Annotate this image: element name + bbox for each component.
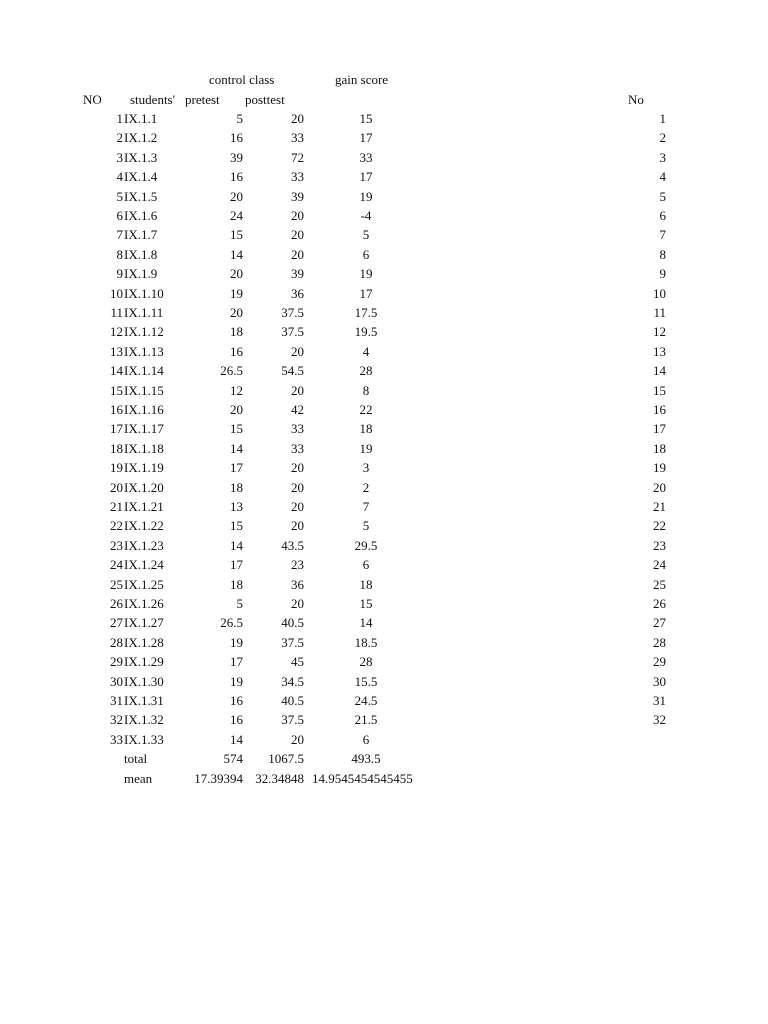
gain-score: 19 <box>359 266 373 282</box>
student-id: IX.1.27 <box>124 615 164 631</box>
gain-score: 17.5 <box>354 305 378 320</box>
gain-score: 3 <box>362 460 370 476</box>
row-number: 33 <box>110 731 123 747</box>
gain-score: 17 <box>359 130 373 146</box>
right-number: 4 <box>659 169 666 185</box>
pretest-score: 16 <box>230 712 243 728</box>
row-number: 3 <box>116 149 123 165</box>
posttest-score: 36 <box>291 285 304 301</box>
row-number: 17 <box>110 421 123 437</box>
row-number: 28 <box>110 634 123 650</box>
gain-score: 19 <box>359 440 373 456</box>
pretest-score: 26.5 <box>220 363 243 379</box>
right-number: 22 <box>653 518 666 534</box>
gain-score: 21.5 <box>354 712 378 728</box>
gain-score: 28 <box>359 654 373 670</box>
row-number: 31 <box>110 693 123 708</box>
summary-label: total <box>124 751 148 767</box>
right-number: 10 <box>653 285 666 301</box>
row-number: 27 <box>110 615 123 631</box>
row-number: 29 <box>110 654 123 670</box>
summary-pretest: 574 <box>223 751 243 767</box>
posttest-score: 42 <box>291 402 304 417</box>
posttest-score: 20 <box>291 246 304 262</box>
student-id: IX.1.1 <box>124 111 158 126</box>
right-number: 3 <box>659 149 666 165</box>
student-id: IX.1.16 <box>124 402 164 417</box>
right-number: 17 <box>653 421 666 437</box>
row-number: 6 <box>116 208 123 223</box>
row-number: 11 <box>110 305 123 320</box>
student-id: IX.1.19 <box>124 460 164 476</box>
row-number: 16 <box>110 402 123 417</box>
row-number: 9 <box>116 266 123 282</box>
student-id: IX.1.20 <box>124 479 164 495</box>
gain-score: 33 <box>359 149 373 165</box>
group-header: control class <box>209 72 275 87</box>
student-id: IX.1.9 <box>124 266 158 282</box>
right-number: 5 <box>659 188 666 204</box>
summary-label: mean <box>124 770 153 786</box>
gain-score: 5 <box>362 518 370 534</box>
pretest-score: 18 <box>230 576 243 592</box>
gain-score: 8 <box>362 382 370 398</box>
posttest-score: 33 <box>291 421 304 437</box>
student-id: IX.1.2 <box>124 130 158 146</box>
pretest-score: 24 <box>230 208 243 223</box>
gain-score: 19 <box>359 188 373 204</box>
row-number: 20 <box>110 479 123 495</box>
posttest-score: 20 <box>291 518 304 534</box>
posttest-score: 20 <box>291 731 304 747</box>
right-number: 25 <box>653 576 666 592</box>
student-id: IX.1.23 <box>124 537 164 553</box>
student-id: IX.1.31 <box>124 693 164 708</box>
pretest-score: 16 <box>230 130 243 146</box>
posttest-score: 39 <box>291 188 304 204</box>
pretest-score: 13 <box>230 499 243 514</box>
student-id: IX.1.5 <box>124 188 158 204</box>
pretest-score: 15 <box>230 227 243 243</box>
gain-score: 18.5 <box>354 634 378 650</box>
student-id: IX.1.30 <box>124 673 164 689</box>
posttest-header: posttest <box>245 92 285 107</box>
row-number: 14 <box>110 363 123 379</box>
row-number: 2 <box>116 130 123 146</box>
gain-score: 17 <box>359 285 373 301</box>
right-number: 16 <box>653 402 666 417</box>
student-id: IX.1.25 <box>124 576 164 592</box>
summary-posttest: 1067.5 <box>268 751 304 767</box>
posttest-score: 45 <box>291 654 304 670</box>
pretest-score: 16 <box>230 693 243 708</box>
student-id: IX.1.10 <box>124 285 164 301</box>
right-number: 2 <box>659 130 666 146</box>
student-id: IX.1.6 <box>124 208 158 223</box>
student-id: IX.1.15 <box>124 382 164 398</box>
student-id: IX.1.24 <box>124 557 164 573</box>
posttest-score: 36 <box>291 576 304 592</box>
posttest-score: 54.5 <box>281 363 304 379</box>
row-number: 19 <box>110 460 123 476</box>
student-id: IX.1.22 <box>124 518 164 534</box>
gain-score: 2 <box>362 479 370 495</box>
no-header: NO <box>83 92 102 107</box>
summary-posttest: 32.34848 <box>255 770 304 786</box>
gain-score: 18 <box>359 421 373 437</box>
student-id: IX.1.32 <box>124 712 164 728</box>
posttest-score: 37.5 <box>281 712 304 728</box>
row-number: 8 <box>116 246 123 262</box>
student-id: IX.1.8 <box>124 246 158 262</box>
student-id: IX.1.33 <box>124 731 164 747</box>
row-number: 25 <box>110 576 123 592</box>
summary-gain: 493.5 <box>351 751 381 767</box>
right-number: 14 <box>653 363 666 379</box>
pretest-score: 14 <box>230 731 243 747</box>
posttest-score: 37.5 <box>281 324 304 340</box>
pretest-score: 20 <box>230 188 243 204</box>
posttest-score: 37.5 <box>281 634 304 650</box>
posttest-score: 20 <box>291 382 304 398</box>
right-number: 11 <box>653 305 666 320</box>
gain-score: 5 <box>362 227 370 243</box>
right-number: 13 <box>653 343 666 359</box>
right-number: 8 <box>659 246 666 262</box>
pretest-score: 14 <box>230 440 243 456</box>
student-id: IX.1.12 <box>124 324 164 340</box>
row-number: 7 <box>116 227 123 243</box>
row-number: 1 <box>116 111 123 126</box>
student-id: IX.1.28 <box>124 634 164 650</box>
pretest-score: 19 <box>230 285 243 301</box>
row-number: 26 <box>110 596 123 611</box>
right-number: 21 <box>653 499 666 514</box>
right-number: 19 <box>653 460 666 476</box>
right-number: 6 <box>659 208 666 223</box>
pretest-score: 20 <box>230 266 243 282</box>
posttest-score: 72 <box>291 149 304 165</box>
right-number: 30 <box>653 673 666 689</box>
posttest-score: 20 <box>291 499 304 514</box>
right-number: 9 <box>659 266 666 282</box>
pretest-score: 14 <box>230 537 243 553</box>
posttest-score: 20 <box>291 479 304 495</box>
student-id: IX.1.13 <box>124 343 164 359</box>
student-id: IX.1.26 <box>124 596 164 611</box>
pretest-score: 19 <box>230 673 243 689</box>
pretest-score: 16 <box>230 169 243 185</box>
gain-score-header: gain score <box>335 72 389 87</box>
student-id: IX.1.7 <box>124 227 158 243</box>
row-number: 24 <box>110 557 123 573</box>
gain-score: 6 <box>362 731 370 747</box>
pretest-score: 12 <box>230 382 243 398</box>
posttest-score: 34.5 <box>281 673 304 689</box>
pretest-score: 5 <box>236 111 243 126</box>
student-id: IX.1.3 <box>124 149 158 165</box>
pretest-score: 17 <box>230 460 243 476</box>
pretest-score: 5 <box>236 596 243 611</box>
posttest-score: 33 <box>291 440 304 456</box>
gain-score: 6 <box>362 246 370 262</box>
pretest-score: 39 <box>230 149 243 165</box>
posttest-score: 33 <box>291 169 304 185</box>
student-id: IX.1.17 <box>124 421 164 437</box>
pretest-score: 15 <box>230 421 243 437</box>
posttest-score: 20 <box>291 596 304 611</box>
row-number: 32 <box>110 712 123 728</box>
posttest-score: 23 <box>291 557 304 573</box>
row-number: 22 <box>110 518 123 534</box>
pretest-score: 26.5 <box>220 615 243 631</box>
posttest-score: 40.5 <box>281 615 304 631</box>
right-number: 28 <box>653 634 666 650</box>
gain-score: 28 <box>359 363 373 379</box>
posttest-score: 39 <box>291 266 304 282</box>
right-number: 15 <box>653 382 666 398</box>
gain-score: 18 <box>359 576 373 592</box>
student-id: IX.1.21 <box>124 499 164 514</box>
right-number: 31 <box>653 693 666 708</box>
row-number: 5 <box>116 188 123 204</box>
row-number: 23 <box>110 537 123 553</box>
right-number: 20 <box>653 479 666 495</box>
right-number: 29 <box>653 654 666 670</box>
student-id: IX.1.4 <box>124 169 158 185</box>
gain-score: 29.5 <box>354 537 378 553</box>
summary-pretest: 17.39394 <box>194 770 243 786</box>
pretest-header: pretest <box>185 92 220 107</box>
row-number: 10 <box>110 285 123 301</box>
right-number: 7 <box>659 227 666 243</box>
row-number: 30 <box>110 673 123 689</box>
students-header: students' <box>130 92 175 107</box>
student-id: IX.1.14 <box>124 363 164 379</box>
posttest-score: 43.5 <box>281 537 304 553</box>
posttest-score: 33 <box>291 130 304 146</box>
gain-score: 24.5 <box>354 693 378 708</box>
posttest-score: 40.5 <box>281 693 304 708</box>
gain-score: 15.5 <box>354 673 378 689</box>
posttest-score: 20 <box>291 208 304 223</box>
right-number: 1 <box>659 111 666 126</box>
gain-score: 4 <box>362 343 370 359</box>
student-id: IX.1.29 <box>124 654 164 670</box>
right-no-header: No <box>628 92 644 107</box>
pretest-score: 15 <box>230 518 243 534</box>
gain-score: -4 <box>360 208 372 223</box>
posttest-score: 20 <box>291 343 304 359</box>
pretest-score: 14 <box>230 246 243 262</box>
student-id: IX.1.18 <box>124 440 164 456</box>
right-number: 26 <box>653 596 666 611</box>
pretest-score: 18 <box>230 324 243 340</box>
right-number: 18 <box>653 440 666 456</box>
pretest-score: 20 <box>230 402 243 417</box>
pretest-score: 17 <box>230 557 243 573</box>
pretest-score: 16 <box>230 343 243 359</box>
pretest-score: 20 <box>230 305 243 320</box>
row-number: 4 <box>116 169 123 185</box>
row-number: 21 <box>110 499 123 514</box>
row-number: 18 <box>110 440 123 456</box>
row-number: 15 <box>110 382 123 398</box>
right-number: 24 <box>653 557 666 573</box>
pretest-score: 18 <box>230 479 243 495</box>
summary-gain: 14.9545454545455 <box>312 770 413 786</box>
right-number: 32 <box>653 712 666 728</box>
right-number: 12 <box>653 324 666 340</box>
row-number: 13 <box>110 343 123 359</box>
pretest-score: 19 <box>230 634 243 650</box>
row-number: 12 <box>110 324 123 340</box>
posttest-score: 37.5 <box>281 305 304 320</box>
gain-score: 19.5 <box>354 324 378 340</box>
student-id: IX.1.11 <box>124 305 164 320</box>
posttest-score: 20 <box>291 460 304 476</box>
posttest-score: 20 <box>291 111 304 126</box>
gain-score: 22 <box>359 402 373 417</box>
gain-score: 14 <box>359 615 373 631</box>
gain-score: 7 <box>362 499 370 514</box>
posttest-score: 20 <box>291 227 304 243</box>
pretest-score: 17 <box>230 654 243 670</box>
right-number: 23 <box>653 537 666 553</box>
gain-score: 6 <box>362 557 370 573</box>
gain-score: 15 <box>359 111 373 126</box>
right-number: 27 <box>653 615 666 631</box>
gain-score: 15 <box>359 596 373 611</box>
gain-score: 17 <box>359 169 373 185</box>
